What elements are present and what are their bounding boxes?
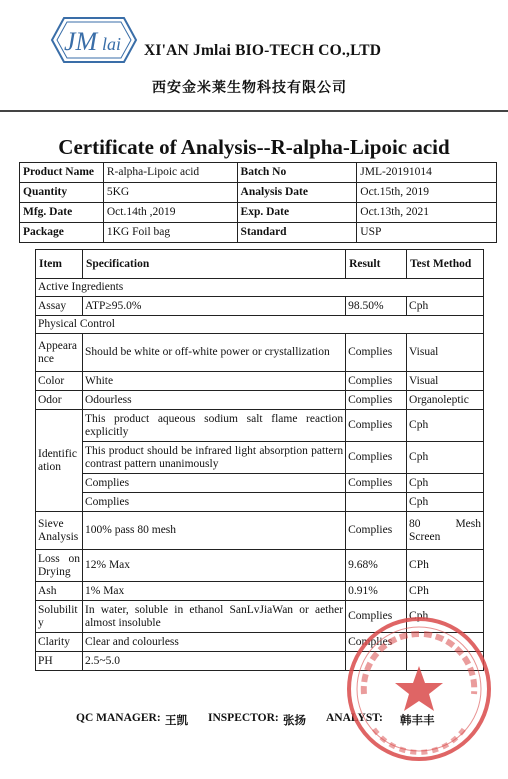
- company-name-en: XI'AN Jmlai BIO-TECH CO.,LTD: [144, 42, 382, 59]
- table-row: [36, 442, 484, 474]
- header-divider: [0, 110, 508, 112]
- quantity-value: 5KG: [103, 183, 237, 203]
- method-cell: Visual: [407, 372, 484, 391]
- item-cell: Identification: [36, 410, 83, 512]
- method-cell: Cph: [407, 474, 484, 493]
- product-name-value: R-alpha-Lipoic acid: [103, 163, 237, 183]
- batch-label: Batch No: [237, 163, 357, 183]
- product-info-table: [19, 162, 497, 243]
- item-cell: Ash: [36, 582, 83, 601]
- col-header-item: Item: [36, 250, 83, 279]
- spec-cell: 2.5~5.0: [82, 652, 345, 671]
- spec-cell: Complies: [82, 493, 345, 512]
- spec-cell: ATP≥95.0%: [82, 297, 345, 316]
- company-logo: [50, 14, 138, 66]
- qc-manager-label: QC MANAGER:: [76, 712, 161, 724]
- result-cell: 98.50%: [346, 297, 407, 316]
- analyst-label: ANALYST:: [326, 712, 383, 724]
- result-cell: Complies: [346, 391, 407, 410]
- method-cell: Cph: [407, 601, 484, 633]
- spec-cell: 1% Max: [82, 582, 345, 601]
- table-row: [20, 183, 497, 203]
- product-name-label: Product Name: [20, 163, 104, 183]
- spec-cell: 12% Max: [82, 550, 345, 582]
- method-cell: Cph: [407, 493, 484, 512]
- result-cell: Complies: [346, 334, 407, 372]
- company-seal-stamp: [344, 614, 494, 764]
- spec-cell: This product aqueous sodium salt flame reaction explicitly: [82, 410, 345, 442]
- section-active-ingredients: Active Ingredients: [36, 279, 484, 297]
- table-header-row: [36, 250, 484, 279]
- analysis-date-value: Oct.15th, 2019: [357, 183, 497, 203]
- spec-cell: Clear and colourless: [82, 633, 345, 652]
- table-row: [36, 372, 484, 391]
- method-cell: Cph: [407, 442, 484, 474]
- result-cell: [346, 493, 407, 512]
- exp-date-value: Oct.13th, 2021: [357, 203, 497, 223]
- item-cell: Odor: [36, 391, 83, 410]
- table-row: [36, 493, 484, 512]
- item-cell: Sieve Analysis: [36, 512, 83, 550]
- company-name-cn: 西安金米莱生物科技有限公司: [152, 80, 347, 96]
- analysis-date-label: Analysis Date: [237, 183, 357, 203]
- qc-manager-name: 王凯: [165, 713, 188, 727]
- inspector-label: INSPECTOR:: [208, 712, 279, 724]
- package-value: 1KG Foil bag: [103, 223, 237, 243]
- quantity-label: Quantity: [20, 183, 104, 203]
- result-cell: 0.91%: [346, 582, 407, 601]
- standard-value: USP: [357, 223, 497, 243]
- result-cell: 9.68%: [346, 550, 407, 582]
- inspector-name: 张扬: [283, 713, 306, 727]
- table-row: [36, 391, 484, 410]
- col-header-result: Result: [346, 250, 407, 279]
- item-cell: Color: [36, 372, 83, 391]
- result-cell: Complies: [346, 633, 407, 652]
- result-cell: Complies: [346, 410, 407, 442]
- spec-cell: In water, soluble in ethanol SanLvJiaWan or aether almost insoluble: [82, 601, 345, 633]
- result-cell: Complies: [346, 442, 407, 474]
- result-cell: Complies: [346, 601, 407, 633]
- table-row: [20, 223, 497, 243]
- standard-label: Standard: [237, 223, 357, 243]
- table-row: [20, 203, 497, 223]
- table-row: [36, 297, 484, 316]
- method-cell: Cph: [407, 297, 484, 316]
- col-header-specification: Specification: [82, 250, 345, 279]
- method-cell: Organoleptic: [407, 391, 484, 410]
- result-cell: Complies: [346, 512, 407, 550]
- spec-cell: This product should be infrared light absorption pattern contrast pattern unanimously: [82, 442, 345, 474]
- result-cell: Complies: [346, 474, 407, 493]
- table-row: [36, 334, 484, 372]
- table-row: [20, 163, 497, 183]
- spec-cell: Should be white or off-white power or crystallization: [82, 334, 345, 372]
- method-cell: CPh: [407, 582, 484, 601]
- section-physical-control: Physical Control: [36, 316, 484, 334]
- mfg-date-value: Oct.14th ,2019: [103, 203, 237, 223]
- specification-table: [35, 249, 484, 671]
- analyst-name: 韩丰丰: [400, 713, 435, 727]
- result-cell: Complies: [346, 372, 407, 391]
- item-cell: PH: [36, 652, 83, 671]
- table-row: [36, 474, 484, 493]
- method-cell: CPh: [407, 550, 484, 582]
- item-cell: Appearance: [36, 334, 83, 372]
- document-title: Certificate of Analysis--R-alpha-Lipoic acid: [58, 135, 450, 159]
- col-header-test-method: Test Method: [407, 250, 484, 279]
- batch-value: JML-20191014: [357, 163, 497, 183]
- method-cell: Cph: [407, 410, 484, 442]
- method-cell: 80 Mesh Screen: [407, 512, 484, 550]
- svg-text:JM: JM: [64, 27, 98, 56]
- spec-cell: White: [82, 372, 345, 391]
- table-row: [36, 550, 484, 582]
- method-cell: Visual: [407, 334, 484, 372]
- package-label: Package: [20, 223, 104, 243]
- item-cell: Solubility: [36, 601, 83, 633]
- table-row: [36, 410, 484, 442]
- svg-text:lai: lai: [102, 34, 122, 54]
- table-row: [36, 582, 484, 601]
- spec-cell: 100% pass 80 mesh: [82, 512, 345, 550]
- section-row: [36, 316, 484, 334]
- spec-cell: Complies: [82, 474, 345, 493]
- item-cell: Loss on Drying: [36, 550, 83, 582]
- item-cell: Clarity: [36, 633, 83, 652]
- section-row: [36, 279, 484, 297]
- spec-cell: Odourless: [82, 391, 345, 410]
- item-cell: Assay: [36, 297, 83, 316]
- exp-date-label: Exp. Date: [237, 203, 357, 223]
- table-row: [36, 512, 484, 550]
- mfg-date-label: Mfg. Date: [20, 203, 104, 223]
